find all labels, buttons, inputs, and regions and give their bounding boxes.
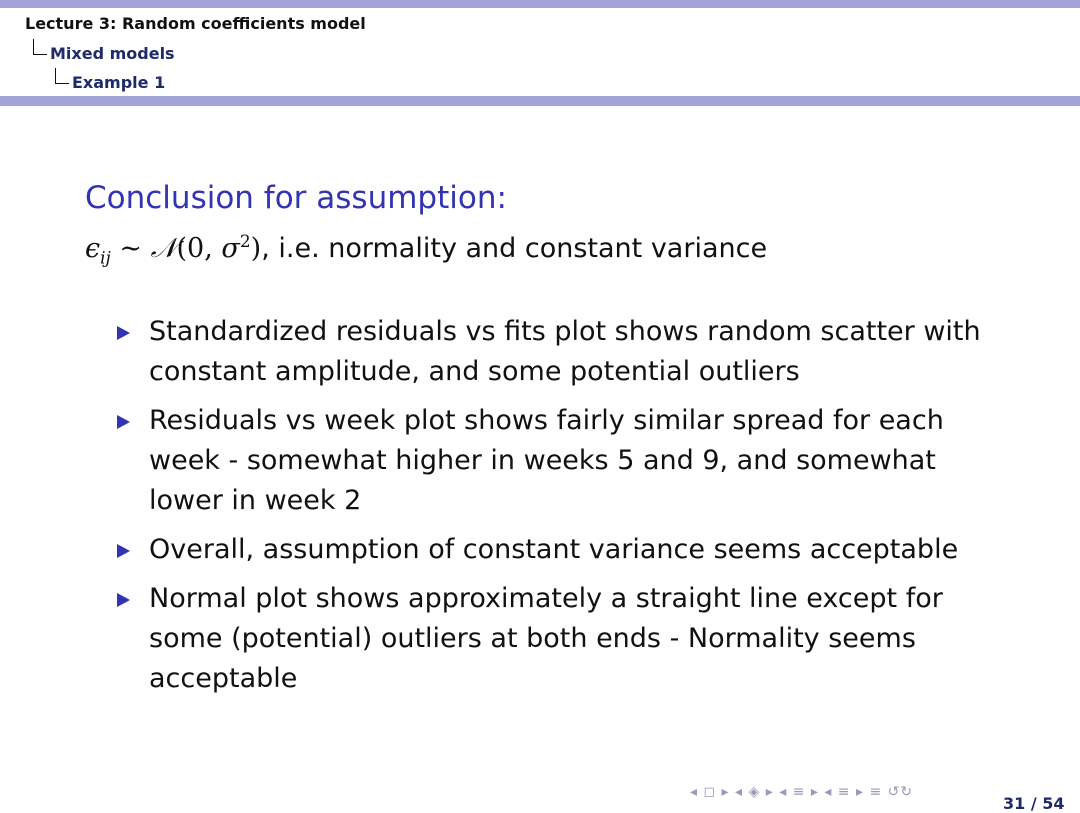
sigma-symbol: σ <box>221 233 240 264</box>
tree-connector-icon <box>33 39 47 55</box>
header-top-bar <box>0 0 1080 8</box>
list-item <box>112 401 1012 521</box>
bullet-triangle-icon <box>117 544 130 558</box>
formula-close: ) <box>250 233 262 264</box>
tilde-symbol: ∼ <box>110 233 151 264</box>
list-item <box>112 312 1012 392</box>
formula-power: 2 <box>239 232 251 252</box>
epsilon-symbol: ϵ <box>85 233 101 264</box>
header-bottom-bar <box>0 96 1080 106</box>
breadcrumb-subsection: Example 1 <box>72 73 166 92</box>
normal-symbol: 𝒩 <box>150 233 177 264</box>
bullet-text: Residuals vs week plot shows fairly similar spread for each week - somewhat higher in weeks 5 and 9, and somewhat lower in week 2 <box>149 405 944 516</box>
breadcrumb-lecture: Lecture 3: Random coefficients model <box>25 14 366 33</box>
tree-connector-icon <box>55 68 69 84</box>
formula-suffix: , i.e. normality and constant variance <box>261 233 768 264</box>
slide-title: Conclusion for assumption: <box>85 180 507 216</box>
formula-args: (0, <box>176 233 222 264</box>
navigation-controls-icon[interactable]: ◂ ◻ ▸ ◂ ◈ ▸ ◂ ≡ ▸ ◂ ≡ ▸ ≡ ↺↻ <box>690 784 914 800</box>
breadcrumb <box>0 8 1080 96</box>
assumption-formula <box>85 232 767 268</box>
list-item <box>112 530 1012 570</box>
bullet-text: Standardized residuals vs fits plot shows random scatter with constant amplitude, and some potential outliers <box>149 316 981 387</box>
bullet-triangle-icon <box>117 415 130 429</box>
bullet-triangle-icon <box>117 593 130 607</box>
page-number: 31 / 54 <box>1003 794 1065 813</box>
formula-subscript: ij <box>100 248 111 269</box>
bullet-triangle-icon <box>117 326 130 340</box>
list-item <box>112 579 1012 699</box>
bullet-list <box>112 312 1012 708</box>
breadcrumb-section: Mixed models <box>50 44 175 63</box>
bullet-text: Overall, assumption of constant variance seems acceptable <box>149 534 959 565</box>
bullet-text: Normal plot shows approximately a straight line except for some (potential) outliers at both ends - Normality seems acceptable <box>149 583 943 694</box>
